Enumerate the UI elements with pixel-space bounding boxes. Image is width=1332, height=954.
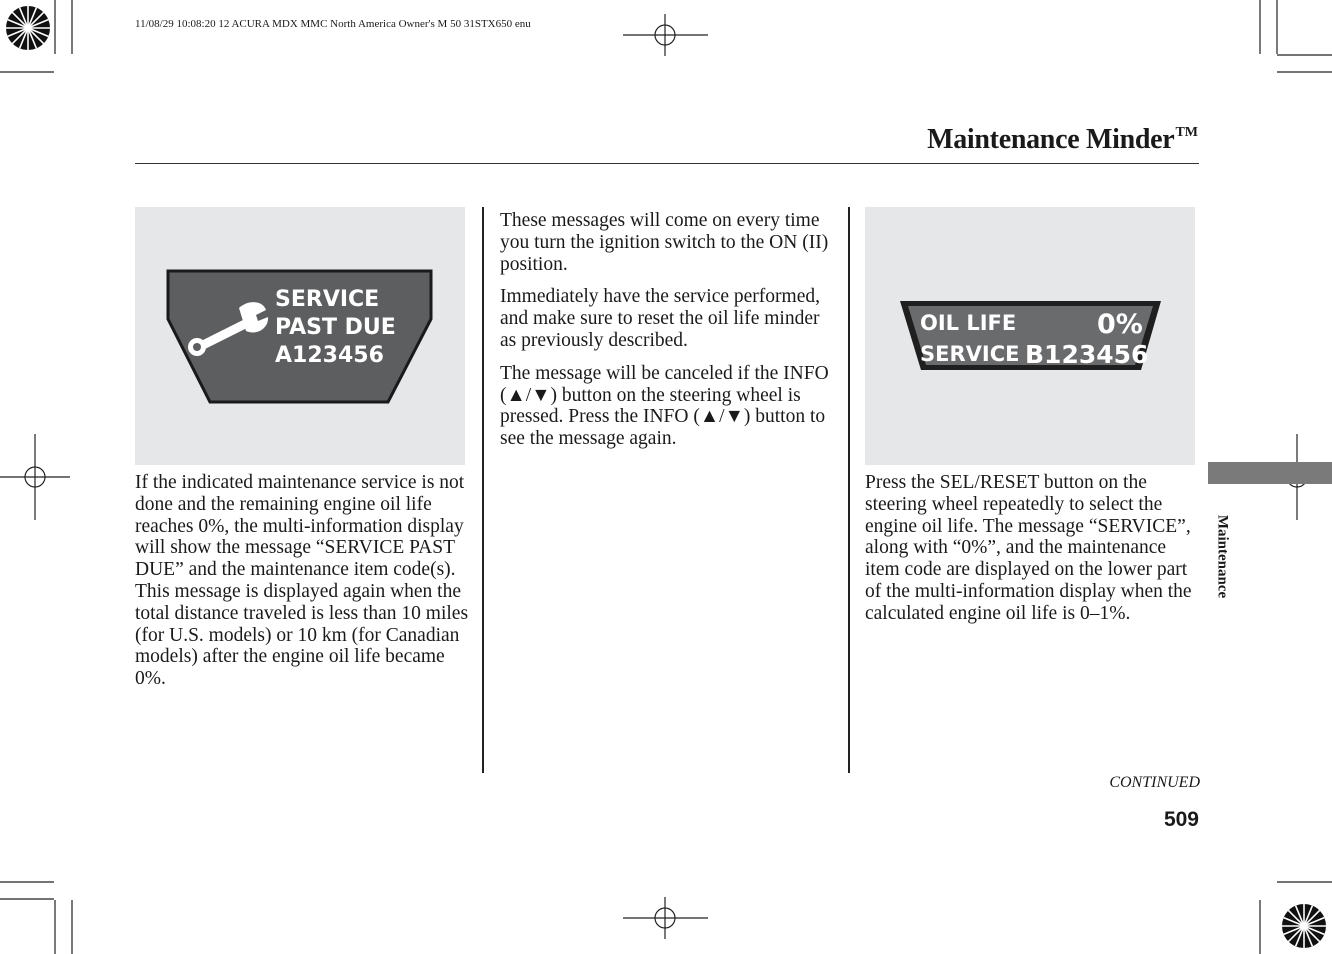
- page-number: 509: [1163, 808, 1199, 831]
- page-title: Maintenance Minder: [927, 124, 1175, 155]
- oil-life-figure: [865, 207, 1195, 465]
- continued-label: CONTINUED: [1109, 774, 1200, 791]
- column-2-text: [500, 210, 830, 450]
- column-3-text: [865, 472, 1200, 625]
- paragraph: If the indicated maintenance service is not done and the remaining engine oil life reaches 0%, the multi-information display will show the message “SERVICE PAST DUE” and the maintenance item code(s). This message is displayed again when the total distance traveled is less than 10 miles (for U.S. models) or 10 km (for Canadian models) after the engine oil life became 0%.: [135, 472, 469, 690]
- section-tab: [1208, 462, 1332, 484]
- column-divider: [482, 207, 484, 773]
- registration-target-icon: [6, 6, 50, 50]
- paragraph: These messages will come on every time you turn the ignition switch to the ON (II) position.: [500, 210, 829, 275]
- paragraph: The message will be canceled if the INFO (▲/▼) button on the steering wheel is pressed. Press the INFO (▲/▼) button to see the message again.: [500, 362, 829, 450]
- page-title-row: [900, 124, 1198, 156]
- display-illustration: [865, 207, 1195, 465]
- display-line-3: A123456: [275, 343, 384, 368]
- section-tab-label: Maintenance: [1214, 514, 1231, 599]
- service-past-due-figure: [135, 207, 465, 465]
- oil-life-label: OIL LIFE: [920, 311, 1017, 335]
- oil-life-percent: 0%: [1097, 309, 1143, 340]
- trademark-symbol: TM: [1175, 125, 1198, 140]
- paragraph: Immediately have the service performed, and make sure to reset the oil life minder as previously described.: [500, 286, 820, 351]
- display-line-1: SERVICE: [275, 287, 380, 312]
- paragraph: Press the SEL/RESET button on the steering wheel repeatedly to select the engine oil life. The message “SERVICE”, along with “0%”, and the maintenance item code are displayed on the lower part of the multi-information display when the calculated engine oil life is 0–1%.: [865, 472, 1192, 624]
- display-illustration: [135, 207, 465, 465]
- display-line-2: PAST DUE: [275, 315, 396, 340]
- registration-target-icon: [1282, 904, 1326, 948]
- print-header: 11/08/29 10:08:20 12 ACURA MDX MMC North America Owner's M 50 31STX650 enu: [135, 18, 531, 30]
- column-divider: [848, 207, 850, 773]
- service-label: SERVICE: [920, 342, 1020, 366]
- title-rule: [135, 163, 1199, 164]
- column-1-text: [135, 472, 475, 690]
- maintenance-code: B123456: [1025, 340, 1149, 369]
